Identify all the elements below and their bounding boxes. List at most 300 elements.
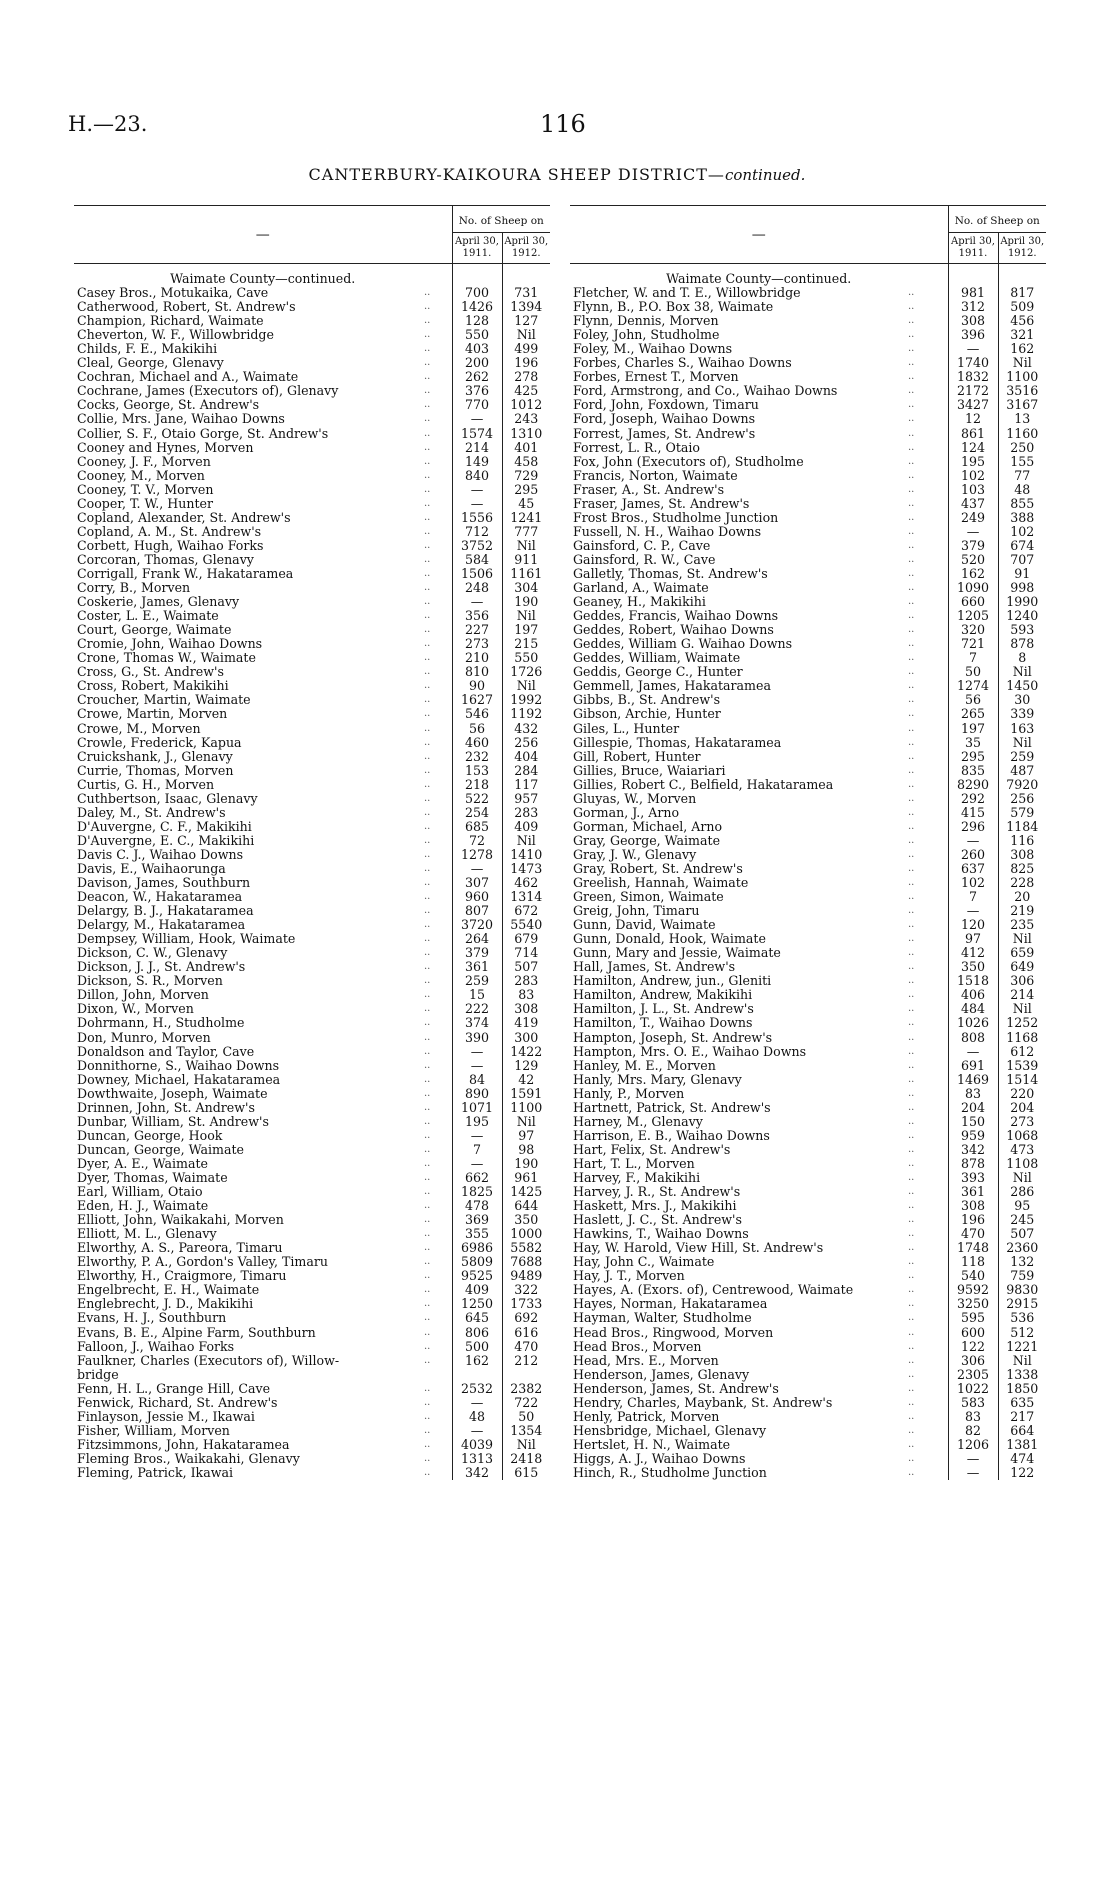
leader-dots: .. (908, 385, 915, 397)
leader-dots: .. (908, 1186, 915, 1198)
owner-name: Hanly, P., Morven (573, 1086, 685, 1101)
leader-dots: .. (908, 441, 915, 453)
sheep-table-right (570, 205, 1046, 1480)
sheep-1912: Nil (998, 932, 1046, 946)
sheep-1911: 48 (452, 1410, 502, 1424)
owner-name: Geddis, George C., Hunter (573, 665, 743, 680)
sheep-1911: 84 (452, 1073, 502, 1087)
leader-dots: .. (424, 1382, 431, 1394)
table-row (74, 1087, 550, 1101)
leader-dots: .. (908, 610, 915, 622)
sheep-1911: 3250 (948, 1297, 998, 1311)
sheep-1912: 1100 (502, 1101, 550, 1115)
sheep-1911: — (948, 1045, 998, 1059)
leader-dots: .. (424, 722, 431, 734)
sheep-1912: 456 (998, 314, 1046, 328)
table-row (74, 455, 550, 469)
owner-name: Elworthy, A. S., Pareora, Timaru (77, 1241, 283, 1256)
sheep-1911: 840 (452, 469, 502, 483)
sheep-1911 (452, 1368, 502, 1382)
owner-name: Frost Bros., Studholme Junction (573, 510, 779, 525)
sheep-1911: 1090 (948, 581, 998, 595)
sheep-1912: 1338 (998, 1368, 1046, 1382)
sheep-1912: 825 (998, 862, 1046, 876)
table-row (74, 1171, 550, 1185)
owner-name: Drinnen, John, St. Andrew's (77, 1100, 255, 1115)
leader-dots: .. (908, 891, 915, 903)
owner-name: Fox, John (Executors of), Studholme (573, 454, 804, 469)
sheep-1911: 1825 (452, 1185, 502, 1199)
owner-name: Hart, Felix, St. Andrew's (573, 1142, 731, 1157)
owner-name: Gillespie, Thomas, Hakataramea (573, 735, 782, 750)
owner-name: Earl, William, Otaio (77, 1185, 203, 1200)
leader-dots: .. (908, 1326, 915, 1338)
sheep-1912: 1160 (998, 427, 1046, 441)
owner-name: Geddes, Francis, Waihao Downs (573, 609, 779, 624)
sheep-1912: 1314 (502, 890, 550, 904)
owner-name: Hanly, Mrs. Mary, Glenavy (573, 1072, 742, 1087)
leader-dots: .. (908, 975, 915, 987)
leader-dots: .. (908, 596, 915, 608)
sheep-1912: 1422 (502, 1045, 550, 1059)
leader-dots: .. (424, 1466, 431, 1478)
sheep-1912: 286 (998, 1185, 1046, 1199)
table-row (570, 736, 1046, 750)
leader-dots: .. (424, 1298, 431, 1310)
table-row (74, 286, 550, 300)
table-row (74, 736, 550, 750)
sheep-1912: 1192 (502, 707, 550, 721)
sheep-1911: 1506 (452, 567, 502, 581)
table-row (570, 1466, 1046, 1480)
table-row (570, 1199, 1046, 1213)
table-row (570, 1297, 1046, 1311)
county-heading: Waimate County—continued. (666, 271, 852, 286)
leader-dots: .. (424, 329, 431, 341)
sheep-1911: — (452, 497, 502, 511)
sheep-1912: 45 (502, 497, 550, 511)
sheep-1912: 679 (502, 932, 550, 946)
table-row (74, 1143, 550, 1157)
leader-dots: .. (908, 329, 915, 341)
sheep-1911: 861 (948, 427, 998, 441)
leader-dots: .. (908, 427, 915, 439)
table-row (570, 1059, 1046, 1073)
sheep-1912: 1068 (998, 1129, 1046, 1143)
leader-dots: .. (908, 989, 915, 1001)
leader-dots: .. (908, 1157, 915, 1169)
leader-dots: .. (908, 1312, 915, 1324)
leader-dots: .. (424, 301, 431, 313)
owner-name: Gray, Robert, St. Andrew's (573, 861, 743, 876)
owner-name: Crowle, Frederick, Kapua (77, 735, 242, 750)
leader-dots: .. (908, 1031, 915, 1043)
sheep-1911: 1574 (452, 427, 502, 441)
page-title (0, 165, 1114, 184)
owner-name: Coskerie, James, Glenavy (77, 595, 240, 610)
sheep-1911: 393 (948, 1171, 998, 1185)
leader-dots: .. (424, 1312, 431, 1324)
sheep-1911: 2305 (948, 1368, 998, 1382)
table-row (570, 342, 1046, 356)
sheep-1912: Nil (998, 736, 1046, 750)
table-row (74, 1073, 550, 1087)
leader-dots: .. (908, 750, 915, 762)
owner-name: Dowthwaite, Joseph, Waimate (77, 1086, 268, 1101)
table-row (74, 398, 550, 412)
leader-dots: .. (908, 792, 915, 804)
owner-name: Cooper, T. W., Hunter (77, 496, 214, 511)
owner-name: Higgs, A. J., Waihao Downs (573, 1451, 746, 1466)
owner-name: Head Bros., Morven (573, 1339, 702, 1354)
table-row (570, 1354, 1046, 1368)
owner-name: Cochran, Michael and A., Waimate (77, 370, 299, 385)
table-row (570, 820, 1046, 834)
owner-name: Galletly, Thomas, St. Andrew's (573, 566, 768, 581)
leader-dots: .. (424, 525, 431, 537)
leader-dots: .. (424, 666, 431, 678)
sheep-1912: 507 (998, 1227, 1046, 1241)
sheep-1911: 195 (452, 1115, 502, 1129)
owner-name: Collie, Mrs. Jane, Waihao Downs (77, 412, 285, 427)
table-row (570, 1101, 1046, 1115)
sheep-1911: 342 (452, 1466, 502, 1480)
owner-name: Hawkins, T., Waihao Downs (573, 1227, 749, 1242)
sheep-1912: Nil (998, 356, 1046, 370)
sheep-1912: 714 (502, 946, 550, 960)
sheep-1912: 127 (502, 314, 550, 328)
sheep-1912: 593 (998, 623, 1046, 637)
sheep-1911: 9592 (948, 1283, 998, 1297)
table-row (570, 792, 1046, 806)
leader-dots: .. (908, 1284, 915, 1296)
owner-name: Ford, Joseph, Waihao Downs (573, 412, 756, 427)
owner-name: Greig, John, Timaru (573, 904, 700, 919)
table-row (570, 1438, 1046, 1452)
owner-name: Ford, Armstrong, and Co., Waihao Downs (573, 384, 838, 399)
sheep-1912: 5582 (502, 1241, 550, 1255)
table-row (74, 904, 550, 918)
sheep-1912: 911 (502, 553, 550, 567)
leader-dots: .. (424, 1424, 431, 1436)
sheep-1912: 245 (998, 1213, 1046, 1227)
sheep-1911: 82 (948, 1424, 998, 1438)
leader-dots: .. (908, 1143, 915, 1155)
sheep-1911: 584 (452, 553, 502, 567)
sheep-1911: 102 (948, 469, 998, 483)
leader-dots: .. (908, 1101, 915, 1113)
year-1912-header (502, 233, 550, 264)
page-number: 116 (540, 110, 586, 138)
leader-dots: .. (424, 413, 431, 425)
sheep-1912: 3167 (998, 398, 1046, 412)
sheep-1912: 228 (998, 876, 1046, 890)
table-row (74, 441, 550, 455)
leader-dots: .. (908, 638, 915, 650)
sheep-1911: 292 (948, 792, 998, 806)
sheep-1911: 56 (452, 722, 502, 736)
table-row (570, 707, 1046, 721)
owner-name: Fletcher, W. and T. E., Willowbridge (573, 286, 801, 301)
leader-dots: .. (908, 1256, 915, 1268)
sheep-1912: 7920 (998, 778, 1046, 792)
sheep-1911: 15 (452, 988, 502, 1002)
owner-name: Hayes, A. (Exors. of), Centrewood, Waimate (573, 1283, 854, 1298)
table-row (570, 1129, 1046, 1143)
owner-name: Currie, Thomas, Morven (77, 763, 234, 778)
table-row (570, 904, 1046, 918)
table-row (570, 567, 1046, 581)
sheep-1911: 254 (452, 806, 502, 820)
owner-name: Dixon, W., Morven (77, 1002, 194, 1017)
sheep-1911: 1556 (452, 511, 502, 525)
sheep-1911: 162 (452, 1354, 502, 1368)
sheep-1911: 7 (948, 651, 998, 665)
leader-dots: .. (908, 778, 915, 790)
owner-name: Forrest, L. R., Otaio (573, 440, 701, 455)
leader-dots: .. (424, 1438, 431, 1450)
table-row (570, 750, 1046, 764)
leader-dots: .. (908, 287, 915, 299)
leader-dots: .. (908, 483, 915, 495)
sheep-1911: 959 (948, 1129, 998, 1143)
owner-name: Flynn, B., P.O. Box 38, Waimate (573, 300, 774, 315)
leader-dots: .. (908, 834, 915, 846)
sheep-1912: Nil (998, 1171, 1046, 1185)
leader-dots: .. (908, 343, 915, 355)
leader-dots: .. (424, 371, 431, 383)
owner-name: Green, Simon, Waimate (573, 890, 724, 905)
owner-name: D'Auvergne, E. C., Makikihi (77, 833, 255, 848)
table-row (570, 328, 1046, 342)
table-row (570, 834, 1046, 848)
sheep-1911: 662 (452, 1171, 502, 1185)
table-row (570, 609, 1046, 623)
table-row (570, 1227, 1046, 1241)
sheep-1911: — (452, 595, 502, 609)
sheep-1912: 1252 (998, 1016, 1046, 1030)
sheep-1912: 83 (502, 988, 550, 1002)
sheep-1912: 162 (998, 342, 1046, 356)
sheep-1912: 1108 (998, 1157, 1046, 1171)
owner-name: Geddes, Robert, Waihao Downs (573, 623, 774, 638)
table-row (74, 792, 550, 806)
sheep-1912: 1394 (502, 300, 550, 314)
leader-dots: .. (424, 947, 431, 959)
table-row (74, 1326, 550, 1340)
leader-dots: .. (424, 1452, 431, 1464)
leader-dots: .. (424, 1228, 431, 1240)
sheep-1912: 777 (502, 525, 550, 539)
owner-name: Finlayson, Jessie M., Ikawai (77, 1409, 255, 1424)
owner-name: Childs, F. E., Makikihi (77, 342, 218, 357)
sheep-1912: 243 (502, 412, 550, 426)
leader-dots: .. (908, 1087, 915, 1099)
table-row (74, 707, 550, 721)
sheep-1911: 685 (452, 820, 502, 834)
sheep-1911: 1205 (948, 609, 998, 623)
leader-dots: .. (424, 1354, 431, 1366)
sheep-1912: 1310 (502, 427, 550, 441)
owner-name: Gunn, Donald, Hook, Waimate (573, 932, 766, 947)
table-row (570, 595, 1046, 609)
owner-name: Gemmell, James, Hakataramea (573, 679, 771, 694)
sheep-1912: 722 (502, 1396, 550, 1410)
leader-dots: .. (424, 1101, 431, 1113)
table-row (74, 539, 550, 553)
sheep-1912: 817 (998, 286, 1046, 300)
leader-dots: .. (908, 722, 915, 734)
owner-name: Fenwick, Richard, St. Andrew's (77, 1395, 278, 1410)
sheep-1911: 1627 (452, 693, 502, 707)
owner-name: Croucher, Martin, Waimate (77, 693, 251, 708)
table-row (74, 862, 550, 876)
sheep-1911: 197 (948, 722, 998, 736)
sheep-1911: — (948, 1466, 998, 1480)
table-row (570, 497, 1046, 511)
sheep-1911: 4039 (452, 1438, 502, 1452)
sheep-1911: 196 (948, 1213, 998, 1227)
table-row (74, 974, 550, 988)
table-row (74, 651, 550, 665)
table-row (570, 679, 1046, 693)
owner-name: Forbes, Charles S., Waihao Downs (573, 356, 792, 371)
table-row (570, 1269, 1046, 1283)
sheep-1912 (502, 1368, 550, 1382)
year-1912-line1: April 30, (1000, 236, 1045, 247)
sheep-1911: 470 (948, 1227, 998, 1241)
owner-name: Corrigall, Frank W., Hakataramea (77, 566, 294, 581)
sheep-1912: 9830 (998, 1283, 1046, 1297)
leader-dots: .. (908, 315, 915, 327)
sheep-1912: 220 (998, 1087, 1046, 1101)
sheep-1912: 1012 (502, 398, 550, 412)
owner-name: Hamilton, J. L., St. Andrew's (573, 1002, 754, 1017)
leader-dots: .. (908, 1270, 915, 1282)
owner-name: Hartnett, Patrick, St. Andrew's (573, 1100, 771, 1115)
sheep-1912: 5540 (502, 918, 550, 932)
sheep-1911: 808 (948, 1031, 998, 1045)
table-row (74, 469, 550, 483)
sheep-1912: 579 (998, 806, 1046, 820)
sheep-1911: 249 (948, 511, 998, 525)
sheep-1912: 129 (502, 1059, 550, 1073)
owner-name: Fussell, N. H., Waihao Downs (573, 524, 762, 539)
table-row (570, 862, 1046, 876)
name-column-header: — (570, 206, 948, 264)
table-row (74, 1227, 550, 1241)
table-row (570, 806, 1046, 820)
sheep-1912: 1992 (502, 693, 550, 707)
sheep-1912: 306 (998, 974, 1046, 988)
sheep-1912: 98 (502, 1143, 550, 1157)
sheep-1912: 350 (502, 1213, 550, 1227)
sheep-1912: 1850 (998, 1382, 1046, 1396)
leader-dots: .. (908, 399, 915, 411)
leader-dots: .. (424, 989, 431, 1001)
owner-name: Hampton, Mrs. O. E., Waihao Downs (573, 1044, 807, 1059)
owner-name: Hall, James, St. Andrew's (573, 960, 736, 975)
sheep-1911: 1274 (948, 679, 998, 693)
sheep-1911: 700 (452, 286, 502, 300)
sheep-1911: 403 (452, 342, 502, 356)
sheep-1911: 262 (452, 370, 502, 384)
table-row (570, 412, 1046, 426)
owner-name: Crowe, Martin, Morven (77, 707, 228, 722)
owner-name: Foley, John, Studholme (573, 328, 720, 343)
sheep-1912: 132 (998, 1255, 1046, 1269)
leader-dots: .. (908, 1410, 915, 1422)
sheep-1912: 616 (502, 1326, 550, 1340)
leader-dots: .. (424, 1045, 431, 1057)
sheep-1912: 1161 (502, 567, 550, 581)
owner-name: Elworthy, P. A., Gordon's Valley, Timaru (77, 1255, 329, 1270)
owner-name: Elliott, M. L., Glenavy (77, 1227, 217, 1242)
sheep-1911: — (948, 1452, 998, 1466)
sheep-1912: 77 (998, 469, 1046, 483)
sheep-1911: 222 (452, 1002, 502, 1016)
table-row (74, 497, 550, 511)
sheep-1911: 342 (948, 1143, 998, 1157)
leader-dots: .. (908, 1396, 915, 1408)
sheep-1912: Nil (502, 1438, 550, 1452)
owner-name: Downey, Michael, Hakataramea (77, 1072, 281, 1087)
table-row (74, 946, 550, 960)
owner-name: Dickson, C. W., Glenavy (77, 946, 228, 961)
sheep-1911: 2532 (452, 1382, 502, 1396)
sheep-1911: 1022 (948, 1382, 998, 1396)
leader-dots: .. (424, 1340, 431, 1352)
table-row (570, 1115, 1046, 1129)
table-row (570, 848, 1046, 862)
sheep-1911: 406 (948, 988, 998, 1002)
table-row (74, 595, 550, 609)
sheep-1912: 214 (998, 988, 1046, 1002)
sheep-1911: 1740 (948, 356, 998, 370)
sheep-1911: 90 (452, 679, 502, 693)
table-row (74, 342, 550, 356)
owner-name: Fleming, Patrick, Ikawai (77, 1465, 234, 1480)
owner-name: Donaldson and Taylor, Cave (77, 1044, 255, 1059)
sheep-1912: 409 (502, 820, 550, 834)
sheep-1911: 260 (948, 848, 998, 862)
leader-dots: .. (424, 1157, 431, 1169)
owner-name: Harvey, F., Makikihi (573, 1171, 701, 1185)
sheep-1911: 149 (452, 455, 502, 469)
leader-dots: .. (424, 1256, 431, 1268)
leader-dots: .. (908, 1424, 915, 1436)
owner-name: Hertslet, H. N., Waimate (573, 1437, 731, 1452)
sheep-1911: 5809 (452, 1255, 502, 1269)
owner-name: Donnithorne, S., Waihao Downs (77, 1058, 280, 1073)
table-row (74, 806, 550, 820)
owner-name: Dohrmann, H., Studholme (77, 1016, 245, 1031)
sheep-1912: 1726 (502, 665, 550, 679)
leader-dots: .. (424, 877, 431, 889)
year-1911-line2: 1911. (958, 248, 988, 259)
owner-name: Geddes, William G. Waihao Downs (573, 637, 793, 652)
table-row (74, 693, 550, 707)
sheep-1912: 308 (998, 848, 1046, 862)
table-row (570, 946, 1046, 960)
owner-name: Fraser, James, St. Andrew's (573, 496, 750, 511)
sheep-1911: 379 (452, 946, 502, 960)
sheep-1912: 197 (502, 623, 550, 637)
owner-name: Hayes, Norman, Hakataramea (573, 1297, 768, 1312)
year-1912-header (998, 233, 1046, 264)
leader-dots: .. (424, 1396, 431, 1408)
table-row (570, 876, 1046, 890)
